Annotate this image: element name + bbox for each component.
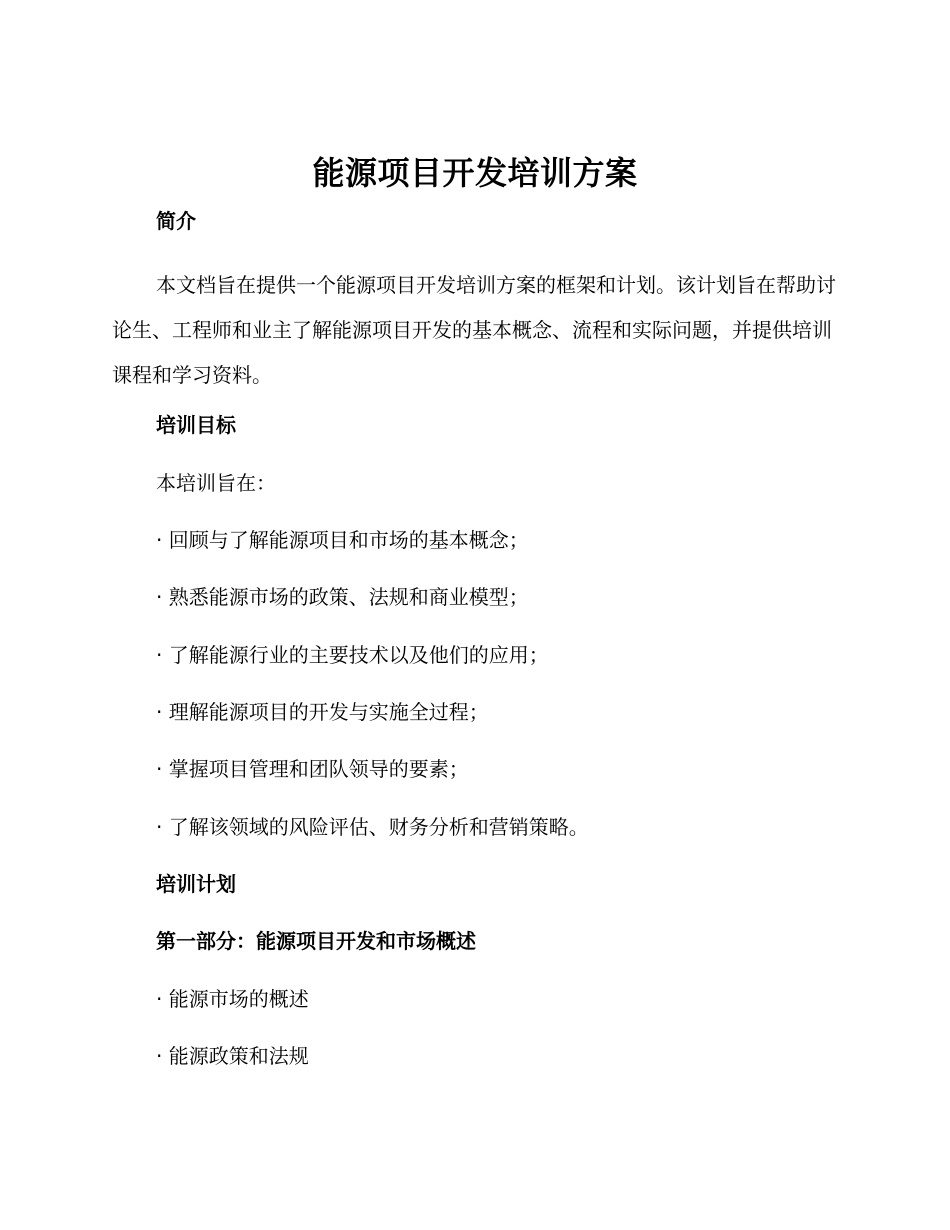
goal-item: · 熟悉能源市场的政策、法规和商业模型； xyxy=(156,585,529,609)
goal-item: · 了解能源行业的主要技术以及他们的应用； xyxy=(156,643,549,667)
part1-item: · 能源政策和法规 xyxy=(156,1044,309,1068)
part1-item: · 能源市场的概述 xyxy=(156,987,309,1011)
goal-item: · 回顾与了解能源项目和市场的基本概念； xyxy=(156,528,529,552)
goals-lead: 本培训旨在： xyxy=(156,471,276,495)
plan-heading: 培训计划 xyxy=(156,872,236,896)
document-title: 能源项目开发培训方案 xyxy=(312,154,638,192)
goal-item: · 掌握项目管理和团队领导的要素； xyxy=(156,757,469,781)
goal-item: · 了解该领域的风险评估、财务分析和营销策略。 xyxy=(156,815,589,839)
intro-heading: 简介 xyxy=(156,209,196,233)
intro-paragraph: 本文档旨在提供一个能源项目开发培训方案的框架和计划。该计划旨在帮助讨论生、工程师和业主了解能源项目开发的基本概念、流程和实际问题，并提供培训课程和学习资料。 xyxy=(112,273,836,387)
goals-heading: 培训目标 xyxy=(156,413,236,437)
goal-item: · 理解能源项目的开发与实施全过程； xyxy=(156,700,489,724)
part1-heading: 第一部分：能源项目开发和市场概述 xyxy=(156,929,476,953)
